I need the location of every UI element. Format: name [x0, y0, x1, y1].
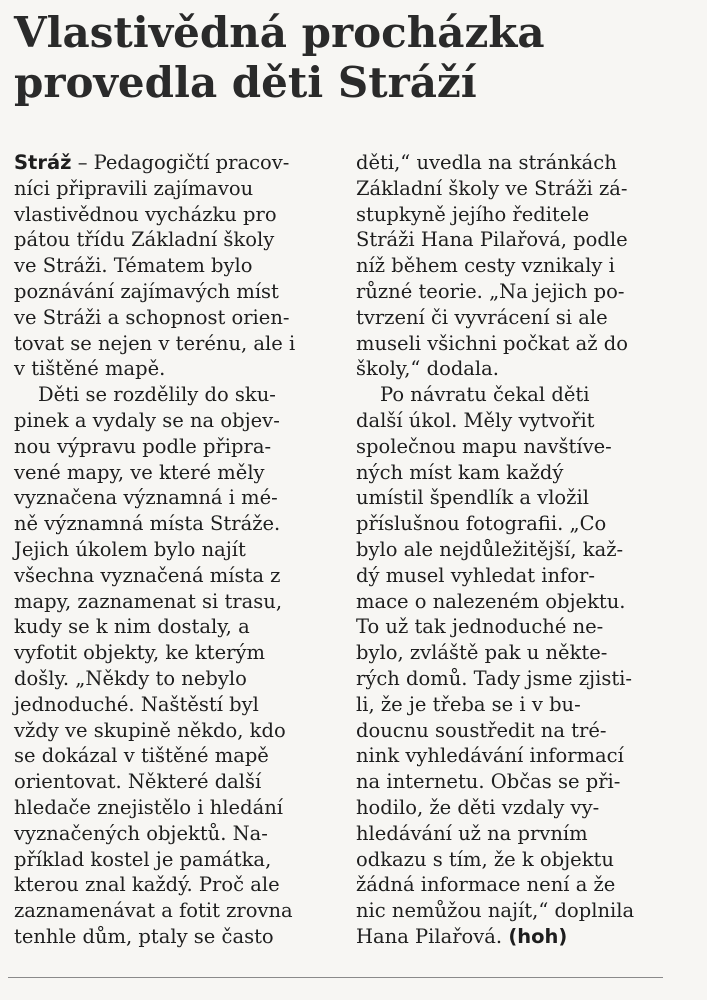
text-line: [356, 150, 686, 176]
text-line: [356, 563, 686, 589]
line-text: kudy se k nim dostaly, a: [14, 615, 250, 639]
line-text: níž během cesty vznikaly i: [356, 254, 615, 278]
line-text: pátou třídu Základní školy: [14, 228, 275, 252]
text-line: [14, 563, 334, 589]
text-line: [356, 614, 686, 640]
line-text: došly. „Někdy to nebylo: [14, 666, 247, 690]
text-line: [356, 227, 686, 253]
text-line: [356, 253, 686, 279]
text-line: [356, 176, 686, 202]
text-line: [14, 537, 334, 563]
text-line: [14, 589, 334, 615]
text-line: [14, 485, 334, 511]
line-text: museli všichni počkat až do: [356, 331, 628, 355]
text-line: [14, 614, 334, 640]
text-line: [14, 202, 334, 228]
text-line: [14, 847, 334, 873]
line-text: pinek a vydaly se na objev-: [14, 408, 280, 432]
author-signature: (hoh): [508, 924, 568, 948]
line-text: všechna vyznačená místa z: [14, 563, 281, 587]
text-line: [356, 537, 686, 563]
line-text: ve Stráži a schopnost orien-: [14, 305, 290, 329]
text-line: [356, 460, 686, 486]
line-text: li, že je třeba se i v bu-: [356, 692, 581, 716]
text-line: [356, 331, 686, 357]
text-line: [14, 511, 334, 537]
text-line: [356, 769, 686, 795]
line-text: nink vyhledávání informací: [356, 744, 624, 768]
text-line: [14, 150, 334, 176]
line-text: žádná informace není a že: [356, 873, 616, 897]
line-text: odkazu s tím, že k objektu: [356, 847, 614, 871]
line-text: Hana Pilařová.: [356, 924, 509, 948]
line-text: Jejich úkolem bylo najít: [14, 537, 246, 561]
line-text: mace o nalezeném objektu.: [356, 589, 626, 613]
text-line: [356, 821, 686, 847]
text-line: [14, 331, 334, 357]
text-line: [14, 305, 334, 331]
line-text: školy,“ dodala.: [356, 357, 499, 381]
line-text: vené mapy, ve které měly: [14, 460, 265, 484]
text-line: [14, 743, 334, 769]
line-text: Děti se rozdělily do sku-: [38, 383, 276, 407]
line-text: poznávání zajímavých míst: [14, 279, 279, 303]
text-line: [356, 408, 686, 434]
text-line: [14, 898, 334, 924]
line-text: společnou mapu navštíve-: [356, 434, 612, 458]
line-text: v tištěné mapě.: [14, 357, 166, 381]
text-line: [14, 227, 334, 253]
line-text: vyznačena významná i mé-: [14, 486, 278, 510]
line-text: tvrzení či vyvrácení si ale: [356, 305, 608, 329]
line-text: hodilo, že děti vzdaly vy-: [356, 795, 600, 819]
text-line: [14, 795, 334, 821]
text-line: [356, 382, 686, 408]
line-text: nou výpravu podle připra-: [14, 434, 272, 458]
line-text: umístil špendlík a vložil: [356, 486, 589, 510]
text-line: [14, 408, 334, 434]
line-text: nic nemůžou najít,“ doplnila: [356, 899, 635, 923]
text-line: [356, 202, 686, 228]
line-text: hledače znejistělo i hledání: [14, 795, 283, 819]
headline-line-1: Vlastivědná procházka: [14, 8, 545, 57]
line-text: příslušnou fotografii. „Co: [356, 512, 607, 536]
line-text: ných míst kam každý: [356, 460, 564, 484]
line-text: dý musel vyhledat infor-: [356, 563, 595, 587]
text-line: [356, 511, 686, 537]
line-text: níci připravili zajímavou: [14, 176, 254, 200]
line-text: vyznačených objektů. Na-: [14, 821, 268, 845]
text-line: [356, 743, 686, 769]
line-text: jednoduché. Naštěstí byl: [14, 692, 259, 716]
line-text: To už tak jednoduché ne-: [356, 615, 604, 639]
line-text: děti,“ uvedla na stránkách: [356, 151, 617, 174]
text-line: [356, 356, 686, 382]
text-line: [356, 898, 686, 924]
line-text: Po návratu čekal děti: [380, 383, 590, 407]
text-line: [14, 872, 334, 898]
text-line: [356, 718, 686, 744]
text-line: [14, 460, 334, 486]
text-line: [356, 872, 686, 898]
text-line: [356, 589, 686, 615]
text-line: [14, 279, 334, 305]
line-text: orientovat. Některé další: [14, 770, 262, 794]
text-line: [14, 434, 334, 460]
line-text: mapy, zaznamenat si trasu,: [14, 589, 283, 613]
bottom-rule: [8, 977, 663, 978]
line-text: příklad kostel je památka,: [14, 847, 272, 871]
text-line: [14, 253, 334, 279]
line-text: doucnu soustředit na tré-: [356, 718, 607, 742]
headline-line-2: provedla děti Stráží: [14, 58, 477, 107]
line-text: Stráži Hana Pilařová, podle: [356, 228, 628, 252]
text-line: [356, 847, 686, 873]
line-text: různé teorie. „Na jejich po-: [356, 279, 625, 303]
line-text: hledávání už na prvním: [356, 821, 588, 845]
line-text: vyfotit objekty, ke kterým: [14, 641, 265, 665]
text-line: [14, 692, 334, 718]
article-column-right: [356, 150, 686, 950]
text-line: [14, 176, 334, 202]
text-line: [356, 279, 686, 305]
text-line: [356, 434, 686, 460]
text-line: [356, 305, 686, 331]
line-text: Základní školy ve Stráži zá-: [356, 176, 628, 200]
line-text: – Pedagogičtí pracov-: [71, 151, 290, 174]
line-text: vlastivědnou vycházku pro: [14, 202, 277, 226]
text-line: [356, 485, 686, 511]
text-line: [14, 718, 334, 744]
text-line: [356, 924, 686, 950]
text-line: [14, 356, 334, 382]
line-text: tenhle dům, ptaly se často: [14, 924, 274, 948]
line-text: rých domů. Tady jsme zjisti-: [356, 666, 633, 690]
line-text: na internetu. Občas se při-: [356, 770, 621, 794]
line-text: stupkyně jejího ředitele: [356, 202, 590, 226]
text-line: [14, 382, 334, 408]
line-text: zaznamenávat a fotit zrovna: [14, 899, 293, 923]
text-line: [356, 692, 686, 718]
text-line: [14, 769, 334, 795]
line-text: další úkol. Měly vytvořit: [356, 408, 595, 432]
text-line: [356, 640, 686, 666]
text-line: [14, 666, 334, 692]
line-text: ve Stráži. Tématem bylo: [14, 254, 253, 278]
dateline: Stráž: [14, 151, 72, 174]
line-text: bylo, zvláště pak u někte-: [356, 641, 608, 665]
line-text: tovat se nejen v terénu, ale i: [14, 331, 296, 355]
line-text: ně významná místa Stráže.: [14, 512, 281, 536]
text-line: [14, 821, 334, 847]
text-line: [14, 640, 334, 666]
text-line: [14, 924, 334, 950]
line-text: kterou znal každý. Proč ale: [14, 873, 280, 897]
headline: [14, 8, 694, 108]
line-text: se dokázal v tištěné mapě: [14, 744, 269, 768]
line-text: vždy ve skupině někdo, kdo: [14, 718, 286, 742]
line-text: bylo ale nejdůležitější, kaž-: [356, 537, 624, 561]
text-line: [356, 666, 686, 692]
article-column-left: [14, 150, 334, 950]
text-line: [356, 795, 686, 821]
